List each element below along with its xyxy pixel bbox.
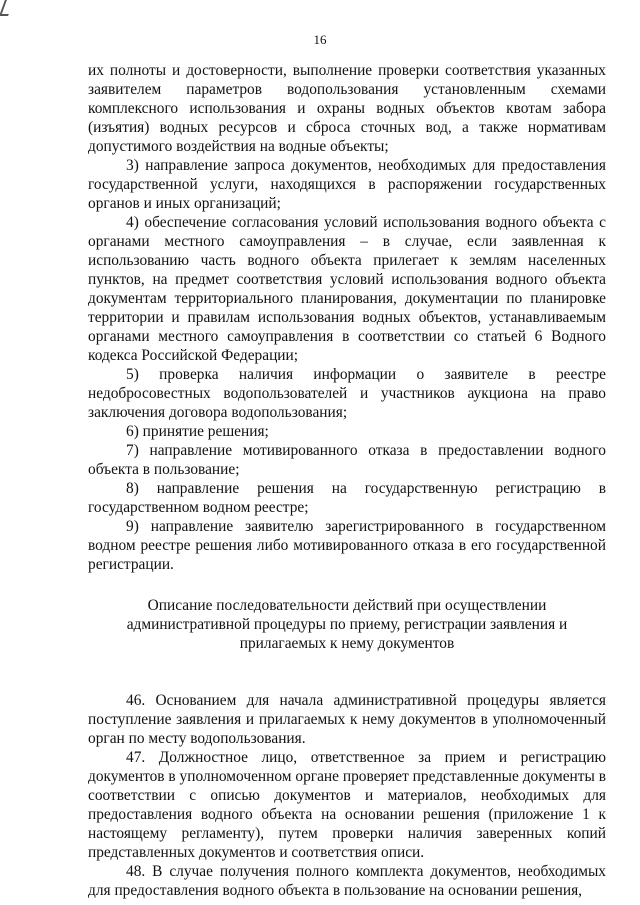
list-item-3: 3) направление запроса документов, необходимых для предоставления государственной услуги, находящихся в распоряжении государственных органов и иных организаций;: [88, 157, 606, 212]
list-item-8: 8) направление решения на государственную регистрацию в государственном водном реестре;: [88, 480, 606, 516]
section-heading: Описание последовательности действий при осуществлении административной процедуры по приему, регистрации заявления и прилагаемых к нему документов: [126, 597, 568, 652]
list-item-4: 4) обеспечение согласования условий использования водного объекта с органами местного самоуправления – в случае, если заявленная к использованию часть водного объекта прилегает к землям населенных пунктов, на предмет соответствия условий использования водного объекта документам территориального планирования, документации по планировке территории и правилам использования водных объектов, устанавливаемым органами местного самоуправления в соответствии со статьей 6 Водного кодекса Российской Федерации;: [88, 214, 606, 364]
list-item-6: 6) принятие решения;: [126, 423, 269, 440]
paragraph-46: 46. Основанием для начала административной процедуры является поступление заявления и прилагаемых к нему документов в уполномоченный орган по месту водопользования.: [88, 692, 606, 747]
scan-corner-mark: [0, 0, 14, 16]
page-number: 16: [313, 32, 327, 47]
list-item-7: 7) направление мотивированного отказа в предоставлении водного объекта в пользование;: [88, 442, 606, 478]
paragraph-47: 47. Должностное лицо, ответственное за прием и регистрацию документов в уполномоченном органе проверяет представленные документы в соответствии с описью документов и материалов, необходимых для предоставления водного объекта на основании решения (приложение 1 к настоящему регламенту), путем проверки наличия заверенных копий представленных документов и соответствия описи.: [88, 749, 606, 861]
list-item-9: 9) направление заявителю зарегистрированного в государственном водном реестре решения либо мотивированного отказа в его государственной регистрации.: [88, 518, 606, 573]
paragraph-continuation: их полноты и достоверности, выполнение проверки соответствия указанных заявителем параметров водопользования установленным схемами комплексного использования и охраны водных объектов квотам забора (изъятия) водных ресурсов и сброса сточных вод, а также нормативам допустимого воздействия на водные объекты;: [88, 62, 606, 155]
list-item-5: 5) проверка наличия информации о заявителе в реестре недобросовестных водопользователей и участников аукциона на право заключения договора водопользования;: [88, 366, 606, 421]
paragraph-48: 48. В случае получения полного комплекта документов, необходимых для предоставления водного объекта в пользование на основании решения,: [88, 863, 606, 899]
document-body: [88, 61, 606, 900]
